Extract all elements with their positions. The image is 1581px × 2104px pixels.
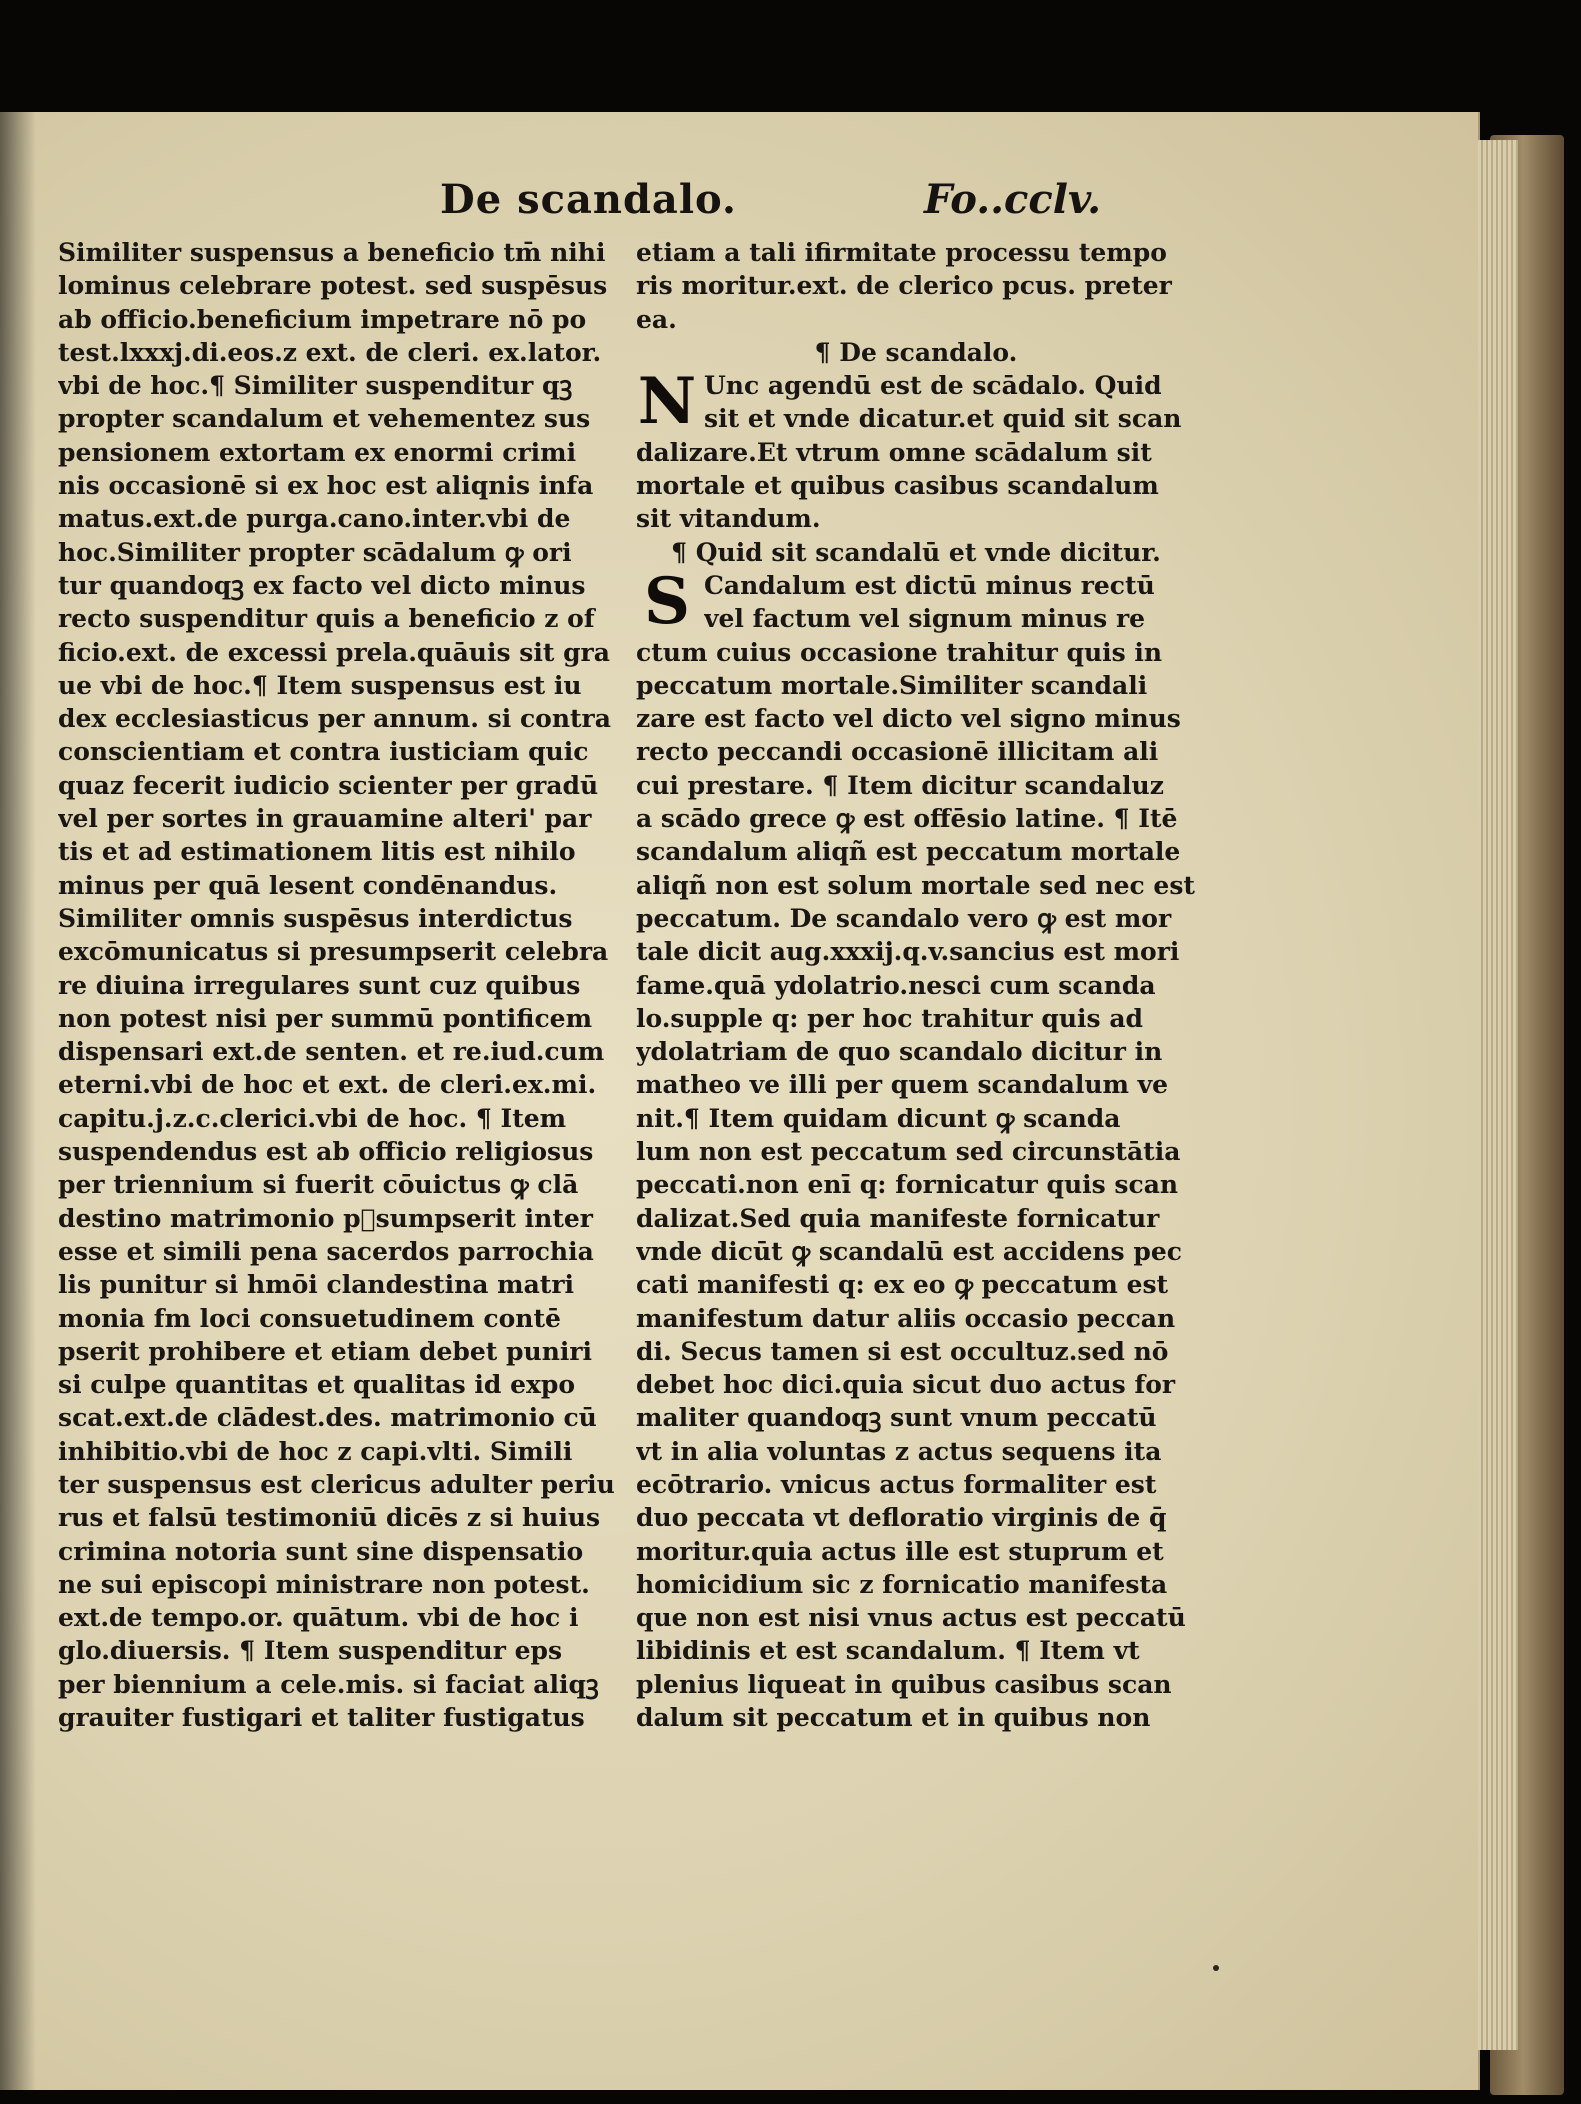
text-line: rus et falsū testimoniū dicēs z si huius xyxy=(58,1503,601,1533)
text-line: sit vitandum. xyxy=(636,504,821,534)
text-line: hoc.Similiter propter scādalum ꝙ ori xyxy=(58,537,572,567)
text-line: nit.¶ Item quidam dicunt ꝙ scanda xyxy=(636,1103,1121,1133)
text-line: vel factum vel signum minus re xyxy=(704,604,1146,634)
text-line: que non est nisi vnus actus est peccatū xyxy=(636,1603,1186,1633)
text-line: etiam a tali ifirmitate processu tempo xyxy=(636,238,1167,267)
text-line: ydolatriam de quo scandalo dicitur in xyxy=(636,1037,1163,1067)
text-line: homicidium sic z fornicatio manifesta xyxy=(636,1569,1168,1599)
text-line: moritur.quia actus ille est stuprum et xyxy=(636,1536,1164,1566)
text-line: libidinis et est scandalum. ¶ Item vt xyxy=(636,1636,1140,1666)
text-line: aliqñ non est solum mortale sed nec est xyxy=(636,870,1195,900)
text-line: propter scandalum et vehementez sus xyxy=(58,404,591,434)
text-line: Similiter omnis suspēsus interdictus xyxy=(58,903,573,933)
text-line: conscientiam et contra iusticiam quic xyxy=(58,737,589,767)
section-heading: ¶ De scandalo. xyxy=(814,337,1018,367)
text-line: cati manifesti q: ex eo ꝙ peccatum est xyxy=(636,1270,1169,1300)
text-line: dalizat.Sed quia manifeste fornicatur xyxy=(636,1203,1160,1233)
text-line: scandalum aliqñ est peccatum mortale xyxy=(636,837,1181,867)
text-line: manifestum datur aliis occasio peccan xyxy=(636,1303,1176,1333)
text-line: tis et ad estimationem litis est nihilo xyxy=(58,837,576,867)
initial-n-block xyxy=(636,364,1196,440)
text-line: debet hoc dici.quia sicut duo actus for xyxy=(636,1370,1176,1400)
gutter-shadow xyxy=(0,112,36,2090)
text-line: di. Secus tamen si est occultuz.sed nō xyxy=(636,1336,1169,1366)
text-line: non potest nisi per summū pontificem xyxy=(58,1003,593,1033)
initial-capital-s: S xyxy=(643,563,691,639)
text-line: a scādo grece ꝙ est offēsio latine. ¶ Itē xyxy=(636,804,1178,834)
text-line: quaz fecerit iudicio scienter per gradū xyxy=(58,770,599,800)
text-line: peccati.non enī q: fornicatur quis scan xyxy=(636,1170,1179,1200)
text-line: glo.diuersis. ¶ Item suspenditur eps xyxy=(58,1636,563,1666)
text-line: re diuina irregulares sunt cuz quibus xyxy=(58,970,581,1000)
text-line: dispensari ext.de senten. et re.iud.cum xyxy=(58,1037,605,1067)
text-line: ext.de tempo.or. quātum. vbi de hoc i xyxy=(58,1603,579,1633)
text-line: dalizare.Et vtrum omne scādalum sit xyxy=(636,437,1152,467)
text-line: vbi de hoc.¶ Similiter suspenditur qꝫ xyxy=(58,371,573,401)
text-line: per triennium si fuerit cōuictus ꝙ clā xyxy=(58,1170,579,1200)
sub-heading: ¶ Quid sit scandalū et vnde dicitur. xyxy=(671,537,1161,567)
text-line: excōmunicatus si presumpserit celebra xyxy=(58,937,609,967)
text-line: monia fm loci consuetudinem contē xyxy=(58,1303,561,1333)
text-line: eterni.vbi de hoc et ext. de cleri.ex.mi. xyxy=(58,1070,597,1100)
text-line: test.lxxxj.di.eos.z ext. de cleri. ex.lator. xyxy=(58,337,602,367)
text-line: matheo ve illi per quem scandalum ve xyxy=(636,1070,1169,1100)
text-line: lum non est peccatum sed circunstātia xyxy=(636,1137,1181,1167)
initial-n-lines xyxy=(636,364,1196,440)
text-line: Candalum est dictū minus rectū xyxy=(704,570,1155,600)
right-column-intro-lines xyxy=(636,436,1196,536)
text-line: ecōtrario. vnicus actus formaliter est xyxy=(636,1469,1157,1499)
text-line: pensionem extortam ex enormi crimi xyxy=(58,437,577,467)
text-line: maliter quandoqꝫ sunt vnum peccatū xyxy=(636,1403,1157,1433)
text-line: scat.ext.de clādest.des. matrimonio cū xyxy=(58,1403,597,1433)
text-line: cui prestare. ¶ Item dicitur scandaluz xyxy=(636,770,1164,800)
text-line: per biennium a cele.mis. si faciat aliqꝫ xyxy=(58,1669,599,1699)
text-line: nis occasionē si ex hoc est aliqnis infa xyxy=(58,471,594,501)
text-line: vel per sortes in grauamine alteri' par xyxy=(58,804,592,834)
text-line: destino matrimonio pᷣsumpserit inter xyxy=(58,1203,593,1233)
initial-s-block xyxy=(636,563,1196,639)
text-line: peccatum mortale.Similiter scandali xyxy=(636,670,1148,700)
text-line: si culpe quantitas et qualitas id expo xyxy=(58,1370,576,1400)
text-line: ter suspensus est clericus adulter periu xyxy=(58,1469,615,1499)
text-line: lominus celebrare potest. sed suspēsus xyxy=(58,271,608,301)
text-line: ue vbi de hoc.¶ Item suspensus est iu xyxy=(58,670,582,700)
text-line: capitu.j.z.c.clerici.vbi de hoc. ¶ Item xyxy=(58,1103,567,1133)
text-line: ea. xyxy=(636,304,677,334)
text-line: zare est facto vel dicto vel signo minus xyxy=(636,704,1181,734)
text-line: tale dicit aug.xxxij.q.v.sancius est mori xyxy=(636,937,1180,967)
right-column xyxy=(636,236,1196,1734)
text-line: recto suspenditur quis a beneficio z of xyxy=(58,604,595,634)
text-line: dex ecclesiasticus per annum. si contra xyxy=(58,704,611,734)
text-line: ficio.ext. de excessi prela.quāuis sit gra xyxy=(58,637,610,667)
initial-capital-n: N xyxy=(637,364,697,440)
right-column-body-lines xyxy=(636,636,1196,1735)
right-column-opening-lines xyxy=(636,236,1196,336)
folio-number: Fo..cclv. xyxy=(924,176,1102,223)
text-line: matus.ext.de purga.cano.inter.vbi de xyxy=(58,504,571,534)
text-line: tur quandoqꝫ ex facto vel dicto minus xyxy=(58,570,586,600)
text-line: lo.supple q: per hoc trahitur quis ad xyxy=(636,1003,1144,1033)
text-line: vnde dicūt ꝙ scandalū est accidens pec xyxy=(636,1236,1182,1266)
initial-s-lines xyxy=(636,563,1196,639)
text-line: minus per quā lesent condēnandus. xyxy=(58,870,558,900)
text-line: mortale et quibus casibus scandalum xyxy=(636,471,1159,501)
text-line: lis punitur si hmōi clandestina matri xyxy=(58,1270,575,1300)
text-line: pserit prohibere et etiam debet puniri xyxy=(58,1336,593,1366)
text-line: Unc agendū est de scādalo. Quid xyxy=(704,371,1162,401)
text-line: ris moritur.ext. de clerico pcus. preter xyxy=(636,271,1172,301)
text-line: grauiter fustigari et taliter fustigatus xyxy=(58,1703,585,1733)
text-line: ne sui episcopi ministrare non potest. xyxy=(58,1569,590,1599)
text-line: peccatum. De scandalo vero ꝙ est mor xyxy=(636,903,1172,933)
text-line: Similiter suspensus a beneficio tm̄ nihi xyxy=(58,238,606,267)
page-stack-edges xyxy=(1478,140,1518,2050)
text-line: ctum cuius occasione trahitur quis in xyxy=(636,637,1163,667)
page-header xyxy=(0,176,1478,236)
text-line: suspendendus est ab officio religiosus xyxy=(58,1137,594,1167)
text-line: ab officio.beneficium impetrare nō po xyxy=(58,304,587,334)
text-line: vt in alia voluntas z actus sequens ita xyxy=(636,1436,1162,1466)
text-line: plenius liqueat in quibus casibus scan xyxy=(636,1669,1172,1699)
running-title: De scandalo. xyxy=(440,176,737,223)
text-line: esse et simili pena sacerdos parrochia xyxy=(58,1236,594,1266)
text-line: sit et vnde dicatur.et quid sit scan xyxy=(704,404,1182,434)
left-column xyxy=(58,236,618,1734)
text-line: inhibitio.vbi de hoc z capi.vlti. Simili xyxy=(58,1436,573,1466)
text-line: recto peccandi occasionē illicitam ali xyxy=(636,737,1159,767)
text-line: dalum sit peccatum et in quibus non xyxy=(636,1703,1151,1733)
ink-speck xyxy=(1213,1965,1219,1971)
text-line: duo peccata vt defloratio virginis de q̄ xyxy=(636,1503,1167,1533)
text-line: crimina notoria sunt sine dispensatio xyxy=(58,1536,584,1566)
text-line: fame.quā ydolatrio.nesci cum scanda xyxy=(636,970,1156,1000)
